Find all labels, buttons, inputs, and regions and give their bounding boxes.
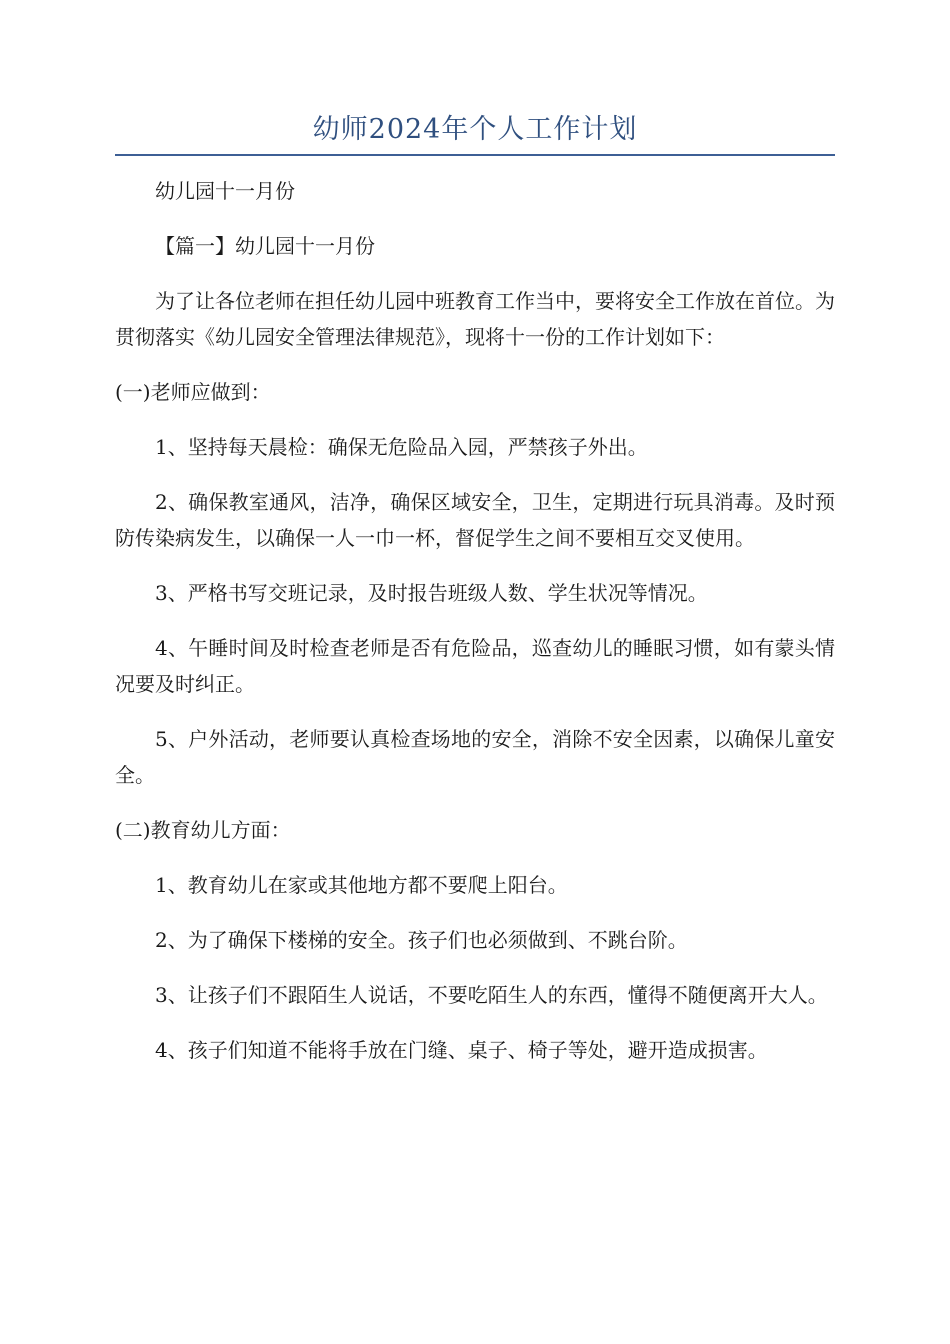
list-item: 1、坚持每天晨检：确保无危险品入园，严禁孩子外出。 <box>155 435 648 459</box>
list-item: 4、孩子们知道不能将手放在门缝、桌子、椅子等处，避开造成损害。 <box>155 1038 768 1062</box>
intro-paragraph: 为了让各位老师在担任幼儿园中班教育工作当中，要将安全工作放在首位。为贯彻落实《幼儿园安全管理法律规范》，现将十一份的工作计划如下： <box>115 289 835 349</box>
part1-heading: (一)老师应做到： <box>115 380 271 404</box>
list-item: 2、为了确保下楼梯的安全。孩子们也必须做到、不跳台阶。 <box>155 928 688 952</box>
list-item: 5、户外活动，老师要认真检查场地的安全，消除不安全因素，以确保儿童安全。 <box>115 727 835 787</box>
list-item: 2、确保教室通风，洁净，确保区域安全，卫生，定期进行玩具消毒。及时预防传染病发生，以确保一人一巾一杯，督促学生之间不要相互交叉使用。 <box>115 490 835 550</box>
list-item: 1、教育幼儿在家或其他地方都不要爬上阳台。 <box>155 873 568 897</box>
list-item: 3、严格书写交班记录，及时报告班级人数、学生状况等情况。 <box>155 581 708 605</box>
document-title: 幼师2024年个人工作计划 <box>312 114 638 145</box>
document-body <box>115 173 835 1087</box>
list-item: 4、午睡时间及时检查老师是否有危险品，巡查幼儿的睡眠习惯，如有蒙头情况要及时纠正。 <box>115 636 835 696</box>
title-underline <box>115 154 835 156</box>
subtitle: 幼儿园十一月份 <box>155 179 295 203</box>
list-item: 3、让孩子们不跟陌生人说话，不要吃陌生人的东西，懂得不随便离开大人。 <box>155 983 828 1007</box>
part2-heading: (二)教育幼儿方面： <box>115 818 291 842</box>
section-heading: 【篇一】幼儿园十一月份 <box>155 234 375 258</box>
